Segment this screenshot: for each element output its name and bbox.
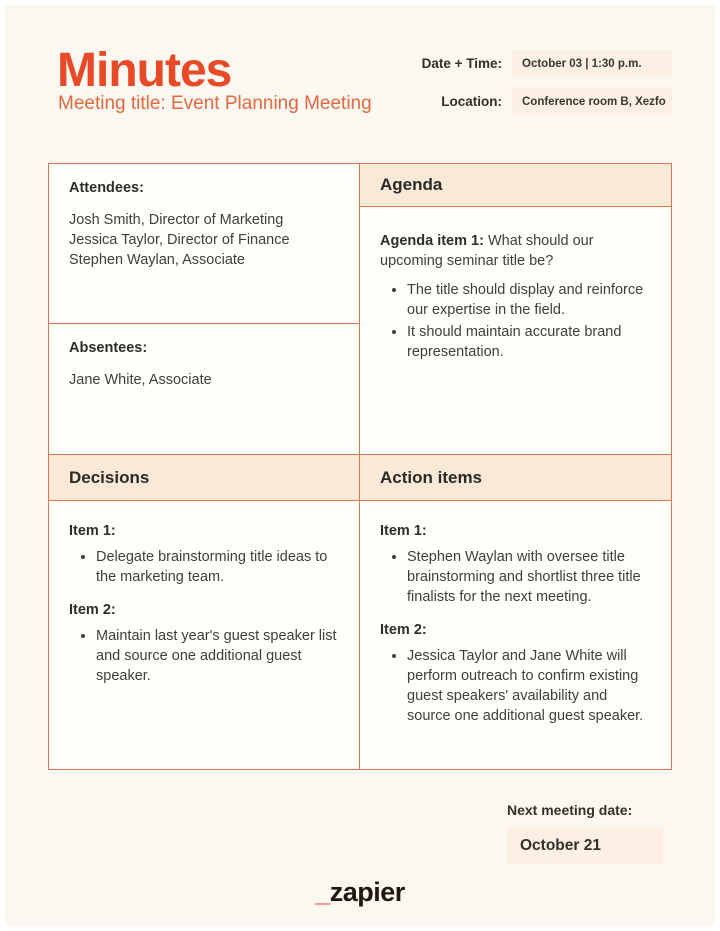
action-item [380, 523, 653, 607]
agenda-bullet-list [380, 280, 651, 362]
agenda-content-cell[interactable] [360, 207, 671, 454]
action-bullet: • Stephen Waylan with oversee title brainstorming and shortlist three title finalists for the next meeting. [407, 547, 653, 607]
minutes-table [48, 163, 672, 770]
decision-item-label: Item 2: [69, 602, 116, 618]
action-items-cell[interactable] [360, 501, 671, 769]
action-bullet: • Jessica Taylor and Jane White will perform outreach to confirm existing guest speakers' availability and source one additional guest speaker. [407, 646, 653, 726]
decision-item-label: Item 1: [69, 523, 116, 539]
date-time-label: Date + Time: [421, 56, 502, 71]
zapier-logo-text: zapier [329, 877, 405, 907]
decision-bullet-list [69, 547, 339, 587]
absentees-label: Absentees: [69, 340, 148, 356]
next-meeting-panel [507, 802, 663, 864]
agenda-bullet: • It should maintain accurate brand representation. [407, 322, 651, 362]
action-bullet-list [380, 646, 653, 726]
attendee-name: Josh Smith, Director of Marketing [69, 212, 284, 228]
location-label: Location: [441, 94, 502, 109]
decision-bullet: • Maintain last year's guest speaker list and source one additional guest speaker. [96, 626, 339, 686]
absentees-cell[interactable] [49, 324, 359, 454]
attendees-list [69, 210, 339, 270]
action-items-header: Action items [380, 467, 483, 487]
action-bullet-list [380, 547, 653, 607]
agenda-item [380, 231, 651, 271]
agenda-item-lead: Agenda item 1: [380, 233, 484, 249]
action-item [380, 622, 653, 726]
zapier-logo-underscore: _ [315, 877, 330, 907]
decision-bullet: • Delegate brainstorming title ideas to the marketing team. [96, 547, 339, 587]
location-value[interactable]: Conference room B, Xezfo [512, 88, 672, 115]
attendee-name: Stephen Waylan, Associate [69, 252, 245, 268]
decision-bullet-list [69, 626, 339, 686]
zapier-logo [5, 877, 715, 908]
page-title: Minutes [57, 44, 232, 97]
document-page [5, 5, 715, 926]
decision-item [69, 602, 339, 686]
decisions-header-cell [49, 455, 360, 500]
attendee-name: Jessica Taylor, Director of Finance [69, 232, 290, 248]
action-items-header-cell [360, 455, 671, 500]
agenda-bullet: • The title should display and reinforce our expertise in the field. [407, 280, 651, 320]
location-row [422, 88, 672, 115]
agenda-header: Agenda [380, 175, 443, 194]
people-column [49, 164, 360, 454]
meeting-title: Meeting title: Event Planning Meeting [58, 93, 372, 114]
agenda-header-cell [360, 164, 671, 207]
date-time-row [422, 50, 672, 77]
decisions-cell[interactable] [49, 501, 360, 769]
decision-item [69, 523, 339, 587]
attendees-label: Attendees: [69, 180, 144, 196]
decisions-header: Decisions [69, 467, 150, 487]
next-meeting-label: Next meeting date: [507, 802, 633, 818]
action-item-label: Item 2: [380, 622, 427, 638]
absentees-list [69, 370, 339, 390]
table-row-bottom [49, 501, 671, 769]
next-meeting-date[interactable]: October 21 [507, 827, 663, 864]
table-row-top [49, 164, 671, 454]
attendees-cell[interactable] [49, 164, 359, 324]
table-row-headers [49, 454, 671, 501]
agenda-item-question: What should our upcoming seminar title be? [380, 233, 594, 269]
action-item-label: Item 1: [380, 523, 427, 539]
absentee-name: Jane White, Associate [69, 372, 212, 388]
agenda-column [360, 164, 671, 454]
date-time-value[interactable]: October 03 | 1:30 p.m. [512, 50, 672, 77]
meta-panel [422, 50, 672, 126]
